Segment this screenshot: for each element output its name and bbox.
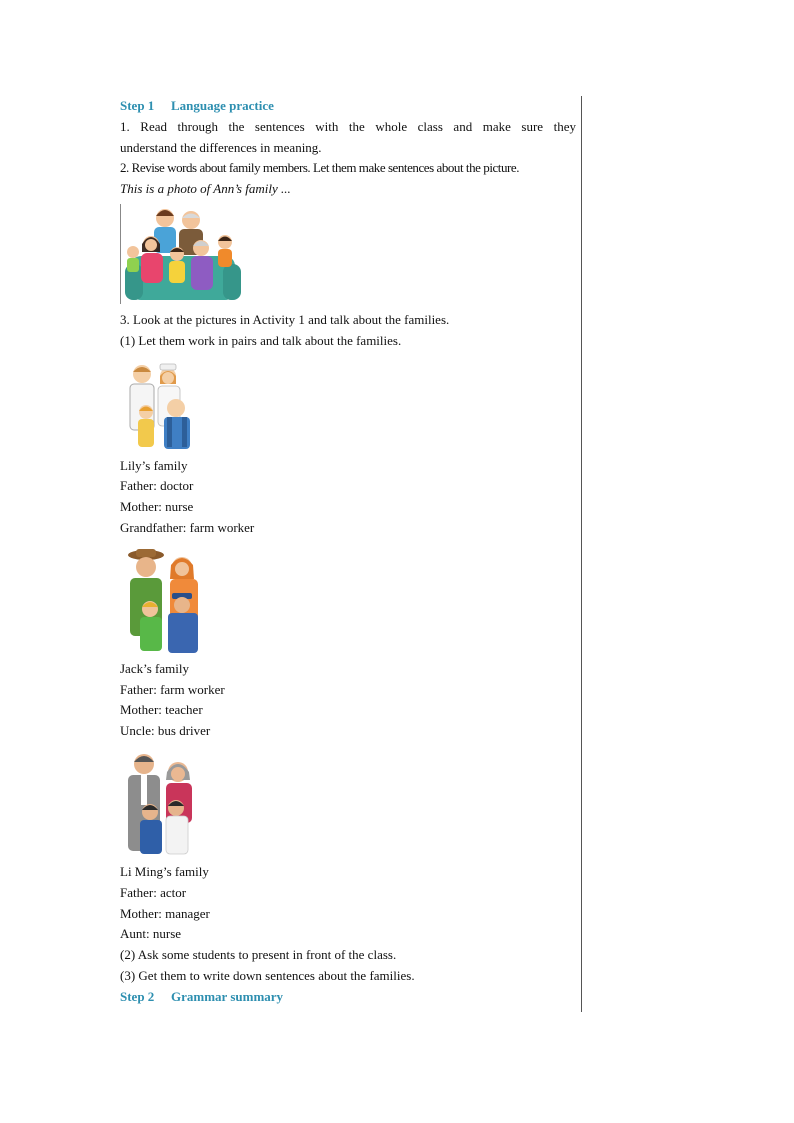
step1-heading bbox=[120, 96, 576, 117]
item2-example: This is a photo of Ann’s family ... bbox=[120, 181, 291, 197]
li-ming-family-title: Li Ming’s family bbox=[120, 863, 209, 879]
jack-family-illustration bbox=[120, 547, 212, 655]
step2-heading bbox=[120, 987, 576, 1008]
jack-family-title: Jack’s family bbox=[120, 660, 189, 676]
lesson-content bbox=[120, 96, 576, 1008]
lily-family-title: Lily’s family bbox=[120, 457, 188, 473]
ann-family-illustration bbox=[120, 204, 243, 304]
item1-line2: understand the differences in meaning. bbox=[120, 139, 322, 155]
step1-number: Step 1 bbox=[120, 98, 155, 113]
li-ming-family-aunt: Aunt: nurse bbox=[120, 926, 182, 942]
item2-text: 2. Revise words about family members. Let them make sentences about the picture. bbox=[120, 160, 520, 176]
step1-title: Language practice bbox=[171, 98, 274, 113]
li-ming-family-illustration bbox=[120, 750, 202, 858]
lily-family-mother: Mother: nurse bbox=[120, 499, 194, 515]
lily-family-illustration bbox=[120, 360, 202, 452]
item3-sub1: (1) Let them work in pairs and talk about the families. bbox=[120, 332, 402, 348]
sub2-text: (2) Ask some students to present in front of the class. bbox=[120, 947, 397, 963]
lily-family-father: Father: doctor bbox=[120, 478, 194, 494]
lily-family-grandfather: Grandfather: farm worker bbox=[120, 519, 255, 535]
sub3-text: (3) Get them to write down sentences about the families. bbox=[120, 967, 415, 983]
li-ming-family-father: Father: actor bbox=[120, 884, 187, 900]
jack-family-mother: Mother: teacher bbox=[120, 702, 203, 718]
jack-family-father: Father: farm worker bbox=[120, 681, 225, 697]
jack-family-uncle: Uncle: bus driver bbox=[120, 723, 211, 739]
item1-line1: 1. Read through the sentences with the whole class and make sure they bbox=[120, 118, 576, 134]
item3-text: 3. Look at the pictures in Activity 1 and talk about the families. bbox=[120, 311, 450, 327]
step2-number: Step 2 bbox=[120, 988, 155, 1004]
step2-title: Grammar summary bbox=[171, 988, 284, 1004]
li-ming-family-mother: Mother: manager bbox=[120, 905, 210, 921]
table-border-line bbox=[581, 96, 582, 1012]
